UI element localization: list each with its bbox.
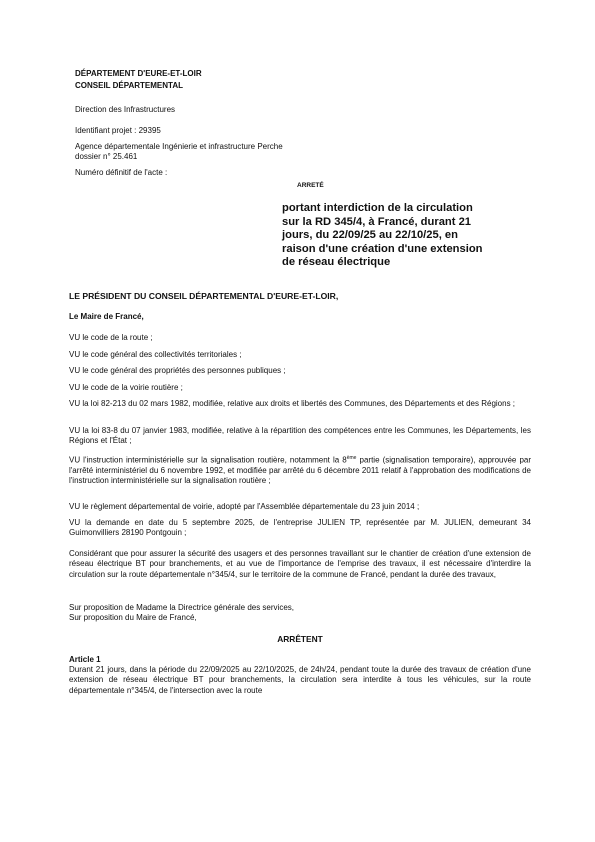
vu-instruction-after: partie (signalisation temporaire), approuvée par l'arrêté interministériel du 6 novembre 1992, et modifiée par arrêté du 6 décembre 2011 relatif à l'approbation des modifications de l'instruction interministérielle sur la signalisation routière ; <box>69 455 532 486</box>
vu-item: VU la loi 83-8 du 07 janvier 1983, modifiée, relative à la répartition des compétences entre les Communes, les Départements, les Régions et l'État ; <box>69 426 531 446</box>
proposition-line: Sur proposition du Maire de Francé, <box>69 613 197 622</box>
arretent-heading: ARRÊTENT <box>277 634 323 644</box>
vu-item: VU le code général des collectivités territoriales ; <box>69 350 242 359</box>
council-name: CONSEIL DÉPARTEMENTAL <box>75 81 184 90</box>
vu-instruction-superscript: ème <box>346 455 357 461</box>
vu-item: VU le code général des propriétés des personnes publiques ; <box>69 366 286 375</box>
act-number: Numéro définitif de l'acte : <box>75 168 168 177</box>
project-identifier: Identifiant projet : 29395 <box>75 126 161 135</box>
document-title: portant interdiction de la circulation sur la RD 345/4, à Francé, durant 21 jours, du 22/09/25 au 22/10/25, en raison d'une création d'une extension de réseau électrique <box>282 202 483 269</box>
mayor-heading: Le Maire de Francé, <box>69 312 144 321</box>
article-title: Article 1 <box>69 655 101 664</box>
article-text: Durant 21 jours, dans la période du 22/09/2025 au 22/10/2025, de 24h/24, pendant toute la durée des travaux de création d'une extension de réseau électrique BT pour branchements, la circulation sera interdite à tous les véhicules, sur la route départementale n°345/4, de l'intersection avec la route <box>69 665 531 695</box>
proposition-line: Sur proposition de Madame la Directrice générale des services, <box>69 603 294 612</box>
vu-instruction <box>69 453 531 487</box>
president-heading: LE PRÉSIDENT DU CONSEIL DÉPARTEMENTAL D'EURE-ET-LOIR, <box>69 291 339 301</box>
vu-reglement: VU le règlement départemental de voirie, adopté par l'Assemblée départementale du 23 juin 2014 ; <box>69 502 420 511</box>
vu-instruction-before: VU l'instruction interministérielle sur la signalisation routière, notamment la 8 <box>69 455 347 465</box>
agency-name: Agence départementale Ingénierie et infrastructure Perche <box>75 142 283 151</box>
department-name: DÉPARTEMENT D'EURE-ET-LOIR <box>75 69 202 78</box>
vu-demande: VU la demande en date du 5 septembre 2025, de l'entreprise JULIEN TP, représentée par M. JULIEN, demeurant 34 Guimonvilliers 28190 Pontgouin ; <box>69 518 531 538</box>
vu-item: VU la loi 82-213 du 02 mars 1982, modifiée, relative aux droits et libertés des Communes, des Départements et des Régions ; <box>69 399 516 408</box>
dossier-number: dossier n° 25.461 <box>75 152 138 161</box>
considerant-paragraph: Considérant que pour assurer la sécurité des usagers et des personnes travaillant sur le chantier de création d'une extension de réseau électrique BT pour branchements, et au vue de l'importance de l'emprise des travaux, il est nécessaire d'interdire la circulation sur la route départementale n°345/4, sur le territoire de la commune de Francé, pendant la durée des travaux, <box>69 549 531 579</box>
vu-item: VU le code de la route ; <box>69 333 153 342</box>
arrete-label: ARRETÉ <box>297 182 324 189</box>
vu-item: VU le code de la voirie routière ; <box>69 383 183 392</box>
direction-name: Direction des Infrastructures <box>75 105 176 114</box>
